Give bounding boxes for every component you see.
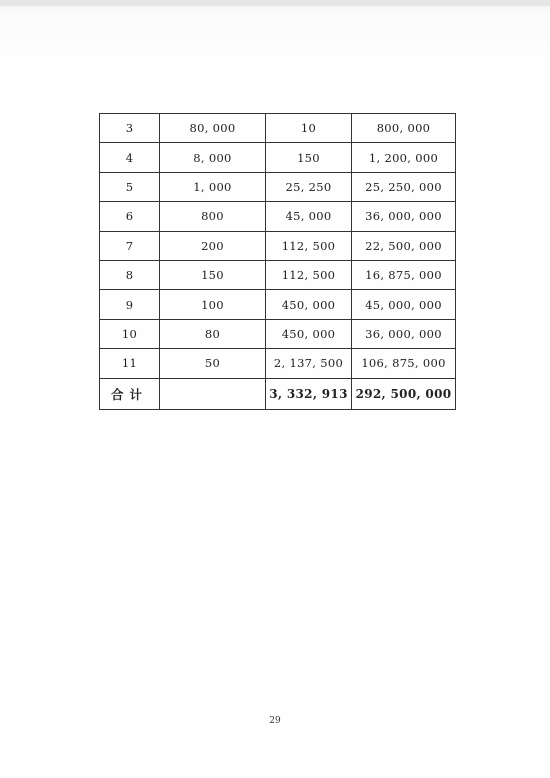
prize-table [99, 113, 456, 410]
table-row [100, 231, 456, 260]
cell-count: 450, 000 [266, 319, 352, 348]
cell-total: 45, 000, 000 [352, 290, 456, 319]
cell-level: 3 [100, 114, 160, 143]
scan-edge [0, 0, 550, 6]
cell-level: 11 [100, 349, 160, 378]
cell-total: 36, 000, 000 [352, 202, 456, 231]
total-count-cell: 3, 332, 913 [266, 378, 352, 409]
cell-level: 7 [100, 231, 160, 260]
cell-amount: 150 [160, 260, 266, 289]
cell-count: 25, 250 [266, 172, 352, 201]
table-row [100, 143, 456, 172]
total-amount-cell [160, 378, 266, 409]
cell-count: 112, 500 [266, 231, 352, 260]
page-number: 29 [269, 716, 281, 726]
cell-level: 9 [100, 290, 160, 319]
cell-count: 150 [266, 143, 352, 172]
table-row [100, 290, 456, 319]
cell-total: 106, 875, 000 [352, 349, 456, 378]
cell-level: 5 [100, 172, 160, 201]
table-row [100, 172, 456, 201]
cell-total: 36, 000, 000 [352, 319, 456, 348]
cell-amount: 800 [160, 202, 266, 231]
cell-total: 22, 500, 000 [352, 231, 456, 260]
total-row [100, 378, 456, 409]
cell-level: 10 [100, 319, 160, 348]
cell-count: 450, 000 [266, 290, 352, 319]
table-row [100, 349, 456, 378]
cell-total: 25, 250, 000 [352, 172, 456, 201]
cell-amount: 100 [160, 290, 266, 319]
cell-count: 2, 137, 500 [266, 349, 352, 378]
cell-total: 16, 875, 000 [352, 260, 456, 289]
table-row [100, 114, 456, 143]
cell-amount: 80 [160, 319, 266, 348]
cell-count: 45, 000 [266, 202, 352, 231]
total-sum-cell: 292, 500, 000 [352, 378, 456, 409]
cell-total: 800, 000 [352, 114, 456, 143]
cell-amount: 50 [160, 349, 266, 378]
total-label-cell: 合计 [100, 378, 160, 409]
cell-amount: 200 [160, 231, 266, 260]
table-row [100, 260, 456, 289]
table-row [100, 319, 456, 348]
table-body [100, 114, 456, 410]
cell-level: 8 [100, 260, 160, 289]
cell-total: 1, 200, 000 [352, 143, 456, 172]
cell-amount: 8, 000 [160, 143, 266, 172]
table-row [100, 202, 456, 231]
cell-count: 112, 500 [266, 260, 352, 289]
cell-count: 10 [266, 114, 352, 143]
cell-amount: 80, 000 [160, 114, 266, 143]
cell-level: 6 [100, 202, 160, 231]
cell-amount: 1, 000 [160, 172, 266, 201]
cell-level: 4 [100, 143, 160, 172]
